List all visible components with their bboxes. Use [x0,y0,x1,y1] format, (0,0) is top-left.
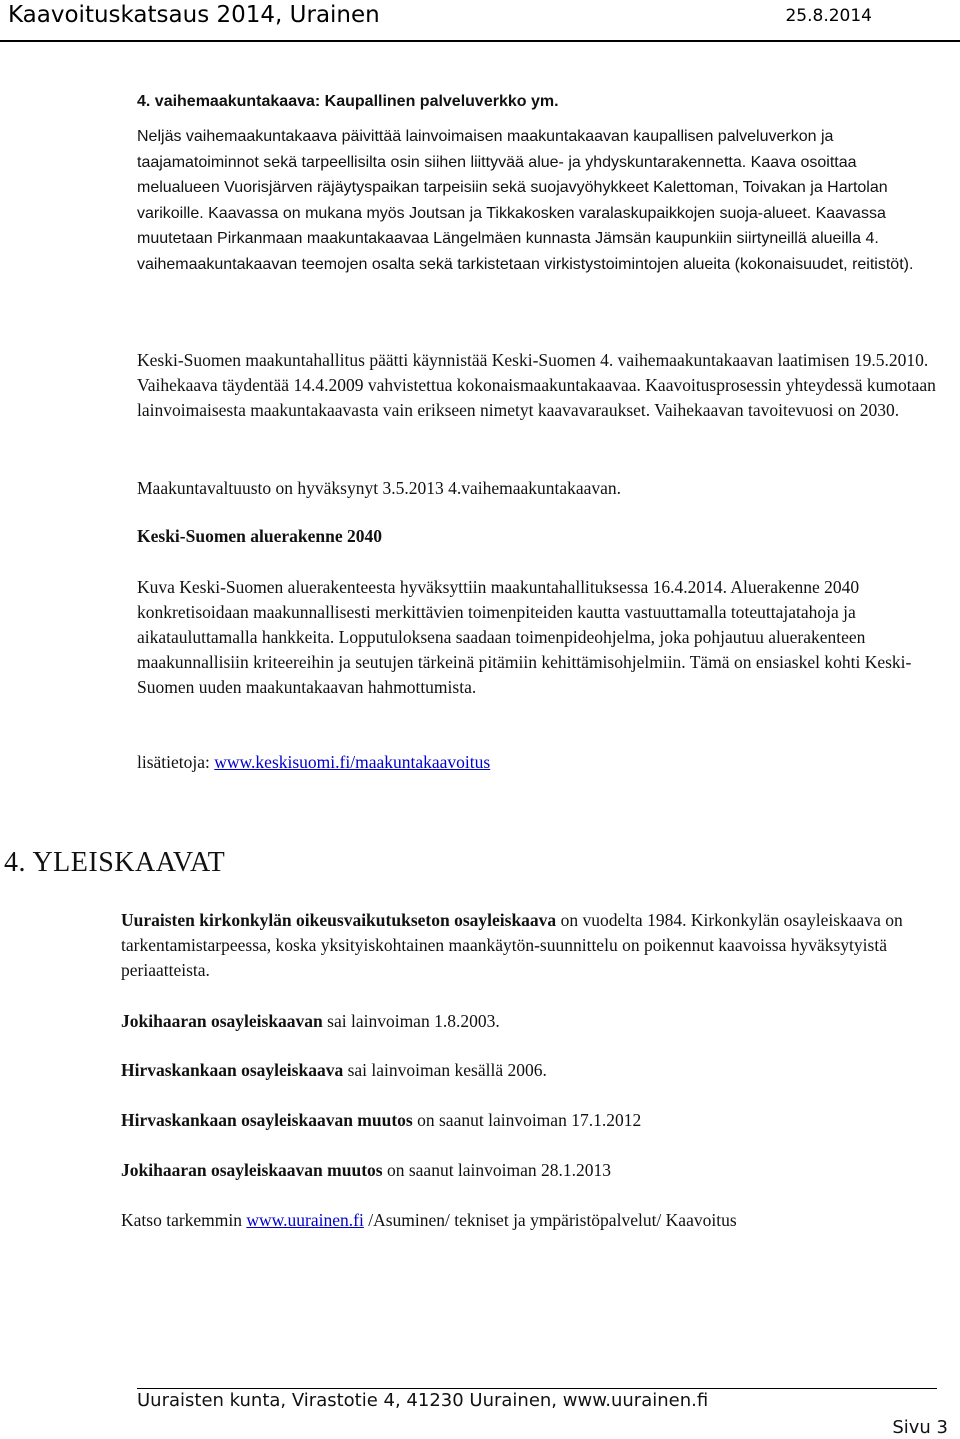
yleiskaava-item-hirvaskangas-muutos [121,1108,941,1133]
yleiskaava-item-text: sai lainvoiman 1.8.2003. [322,1011,500,1031]
footer-address: Uuraisten kunta, Virastotie 4, 41230 Uurainen, www.uurainen.fi [137,1390,709,1411]
yleiskaava-item-title: Jokihaaran osayleiskaavan muutos [121,1160,383,1180]
more-info-line [137,750,937,775]
section-heading-aluerakenne: Keski-Suomen aluerakenne 2040 [137,526,383,546]
yleiskaava-item-jokihaara [121,1009,941,1034]
see-more-suffix: /Asuminen/ tekniset ja ympäristöpalvelut/ Kaavoitus [363,1210,737,1230]
see-more-prefix: Katso tarkemmin [121,1210,247,1230]
section-heading-yleiskaavat: 4. YLEISKAAVAT [4,847,226,878]
see-more-line [121,1208,941,1233]
yleiskaava-item-title: Hirvaskankaan osayleiskaava [121,1060,344,1080]
page-header [0,0,960,36]
header-divider [0,40,960,42]
yleiskaava-item-kirkonkyla [121,908,926,983]
yleiskaava-item-text: on saanut lainvoiman 28.1.2013 [382,1160,612,1180]
yleiskaava-item-title: Uuraisten kirkonkylän oikeusvaikutukseton osayleiskaava [121,910,557,930]
more-info-label: lisätietoja: [137,752,215,772]
yleiskaava-item-text: on saanut lainvoiman 17.1.2012 [412,1110,642,1130]
document-date: 25.8.2014 [785,6,872,26]
yleiskaava-item-jokihaara-muutos [121,1158,941,1183]
paragraph-vaihemaakuntakaava-process: Keski-Suomen maakuntahallitus päätti käynnistää Keski-Suomen 4. vaihemaakuntakaavan laatimisen 19.5.2010. Vaihekaava täydentää 14.4.2009 vahvistettua kokonaismaakuntakaavaa. Kaavoitusprosessin yhteydessä kumotaan lainvoimaisesta maakuntakaavasta vain erikseen nimetyt kaavavaraukset. Vaihekaavan tavoitevuosi on 2030. [137,350,936,420]
section-heading-vaihemaakuntakaava: 4. vaihemaakuntakaava: Kaupallinen palveluverkko ym. [137,93,559,110]
yleiskaava-item-text: on vuodelta 1984. Kirkonkylän osayleiskaava on tarkentamistarpeessa, koska yksityiskohtainen maankäytön-suunnittelu on poikennut kaavoissa hyväksytyistä periaatteista. [121,910,903,980]
keskisuomi-link[interactable]: www.keskisuomi.fi/maakuntakaavoitus [214,752,491,772]
yleiskaava-item-hirvaskangas [121,1058,941,1083]
yleiskaava-item-text: sai lainvoiman kesällä 2006. [343,1060,547,1080]
uurainen-link[interactable]: www.uurainen.fi [246,1210,364,1230]
page-number: Sivu 3 [892,1417,948,1438]
paragraph-vaihemaakuntakaava-description: Neljäs vaihemaakuntakaava päivittää lainvoimaisen maakuntakaavan kaupallisen palveluverkon ja taajamatoiminnot sekä tarpeellisilta osin siihen liittyvää alue- ja yhdyskuntarakennetta. Kaava osoittaa melualueen Vuorisjärven räjäytyspaikan tarpeisiin sekä suojavyöhykkeet Kalettoman, Toivakan ja Hartolan varikoille. Kaavassa on mukana myös Joutsan ja Tikkakosken varalaskupaikkojen suoja-alueet. Kaavassa muutetaan Pirkanmaan maakuntakaavaa Längelmäen kunnasta Jämsän kaupunkiin siirtyneillä alueilla 4. vaihemaakuntakaavan teemojen osalta sekä tarkistetaan virkistystoimintojen alueita (kokonaisuudet, reitistöt). [137,128,914,273]
yleiskaava-item-title: Hirvaskankaan osayleiskaavan muutos [121,1110,413,1130]
paragraph-vaihemaakuntakaava-approval: Maakuntavaltuusto on hyväksynyt 3.5.2013 4.vaihemaakuntakaavan. [137,478,622,498]
yleiskaava-item-title: Jokihaaran osayleiskaavan [121,1011,323,1031]
paragraph-aluerakenne: Kuva Keski-Suomen aluerakenteesta hyväksyttiin maakuntahallituksessa 16.4.2014. Aluerakenne 2040 konkretisoidaan maakunnallisesti merkittävien toimenpiteiden kautta vastuuttamalla toteuttajatahoja ja aikatauluttamalla hankkeita. Lopputuloksena saadaan toimenpideohjelma, joka pohjautuu aluerakenteen maakunnallisiin kriteereihin ja seutujen tärkeinä pitämiin kehittämisohjelmiin. Tämä on ensiaskel kohti Keski-Suomen uuden maakuntakaavan hahmottumista. [137,577,912,697]
document-title: Kaavoituskatsaus 2014, Urainen [8,2,380,28]
footer-divider [137,1388,937,1389]
